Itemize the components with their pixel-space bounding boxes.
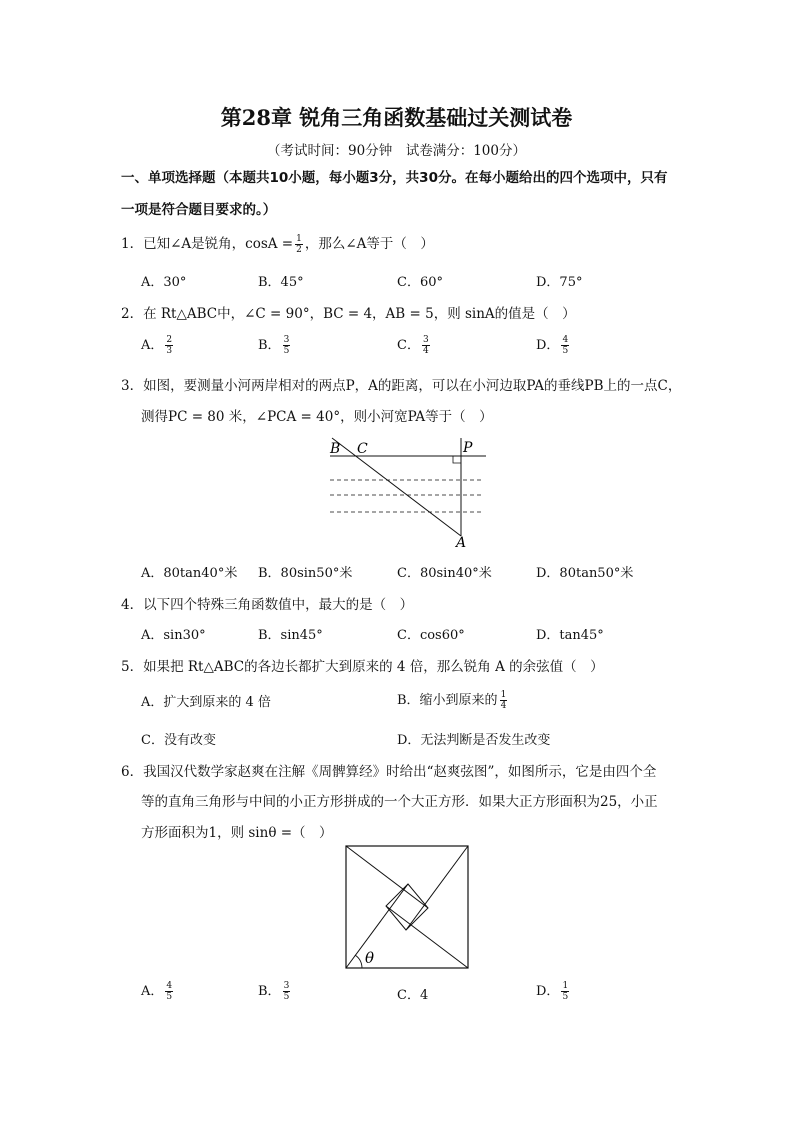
q1-option-a: A．30°	[141, 275, 187, 290]
q3-option-b: B．80sin50°米	[258, 566, 353, 581]
question-2: 2．在 Rt△ABC中，∠C = 90°，BC = 4，AB = 5，则 sinA的值是（ ）	[121, 306, 576, 322]
theta-arc	[355, 955, 362, 968]
question-3-line1: 3．如图，要测量小河两岸相对的两点P，A的距离，可以在小河边取PA的垂线PB上的一点C，	[121, 378, 682, 394]
label-theta: θ	[365, 949, 375, 967]
q5-option-d: D．无法判断是否发生改变	[397, 733, 551, 748]
inner-square	[386, 884, 428, 930]
q2-option-b: B． $\frac{3}{5}$	[258, 335, 290, 356]
q4-option-a: A．sin30°	[141, 628, 206, 643]
q4-option-c: C．cos60°	[397, 628, 465, 643]
question-3-line2: 测得PC = 80 米，∠PCA = 40°，则小河宽PA等于（ ）	[141, 409, 493, 425]
q5-option-b: B．缩小到原来的 $\frac{1}{4}$	[397, 690, 507, 711]
question-1	[121, 232, 434, 255]
triangle-hyp-4	[386, 906, 468, 968]
q2-option-a: A． $\frac{2}{3}$	[141, 335, 173, 356]
q2-option-d: D． $\frac{4}{5}$	[536, 335, 569, 356]
question-6-line3: 方形面积为1，则 sinθ =（ ）	[141, 825, 333, 841]
right-angle-mark	[453, 456, 461, 463]
q6-option-d: D． $\frac{1}{5}$	[536, 981, 569, 1002]
question-6-line2: 等的直角三角形与中间的小正方形拼成的一个大正方形．如果大正方形面积为25，小正	[141, 794, 658, 810]
question-1-fraction: $\frac{1}{2}$	[296, 234, 302, 255]
section-heading-line2: 一项是符合题目要求的。）	[121, 202, 277, 218]
section-heading-line1: 一、单项选择题（本题共10小题，每小题3分，共30分。在每小题给出的四个选项中，只有	[121, 170, 668, 186]
q5-option-c: C．没有改变	[141, 733, 216, 748]
q6-option-c: C．4	[397, 988, 429, 1003]
question-1-post: ，那么∠A等于（ ）	[304, 236, 434, 252]
q4-option-d: D．tan45°	[536, 628, 604, 643]
question-4: 4．以下四个特殊三角函数值中，最大的是（ ）	[121, 597, 414, 613]
q5-option-a: A．扩大到原来的 4 倍	[141, 695, 271, 710]
q3-option-c: C．80sin40°米	[397, 566, 492, 581]
q3-option-a: A．80tan40°米	[141, 566, 238, 581]
river-diagram	[324, 432, 494, 550]
q4-option-b: B．sin45°	[258, 628, 323, 643]
q2-option-c: C． $\frac{3}{4}$	[397, 335, 429, 356]
q1-option-b: B．45°	[258, 275, 304, 290]
q1-option-c: C．60°	[397, 275, 443, 290]
question-5: 5．如果把 Rt△ABC的各边长都扩大到原来的 4 倍，那么锐角 A 的余弦值（ ）	[121, 659, 604, 675]
q6-option-b: B． $\frac{3}{5}$	[258, 981, 290, 1002]
label-p: P	[463, 440, 473, 456]
triangle-hyp-2	[346, 846, 428, 908]
q1-option-d: D．75°	[536, 275, 583, 290]
line-ca	[332, 438, 461, 536]
zhao-shuang-diagram	[344, 844, 470, 970]
page-title: 第28章 锐角三角函数基础过关测试卷	[220, 105, 573, 130]
question-6-line1: 6．我国汉代数学家赵爽在注解《周髀算经》时给出“赵爽弦图”，如图所示，它是由四个全	[121, 764, 657, 780]
q3-option-d: D．80tan50°米	[536, 566, 634, 581]
exam-info: （考试时间：90分钟 试卷满分：100分）	[267, 143, 526, 159]
triangle-hyp-3	[406, 846, 468, 930]
label-c: C	[357, 441, 368, 457]
q6-option-a: A． $\frac{4}{5}$	[141, 981, 173, 1002]
label-b: B	[330, 441, 341, 457]
label-a: A	[456, 535, 467, 550]
question-1-pre: 1．已知∠A是锐角，cosA =	[121, 236, 294, 252]
